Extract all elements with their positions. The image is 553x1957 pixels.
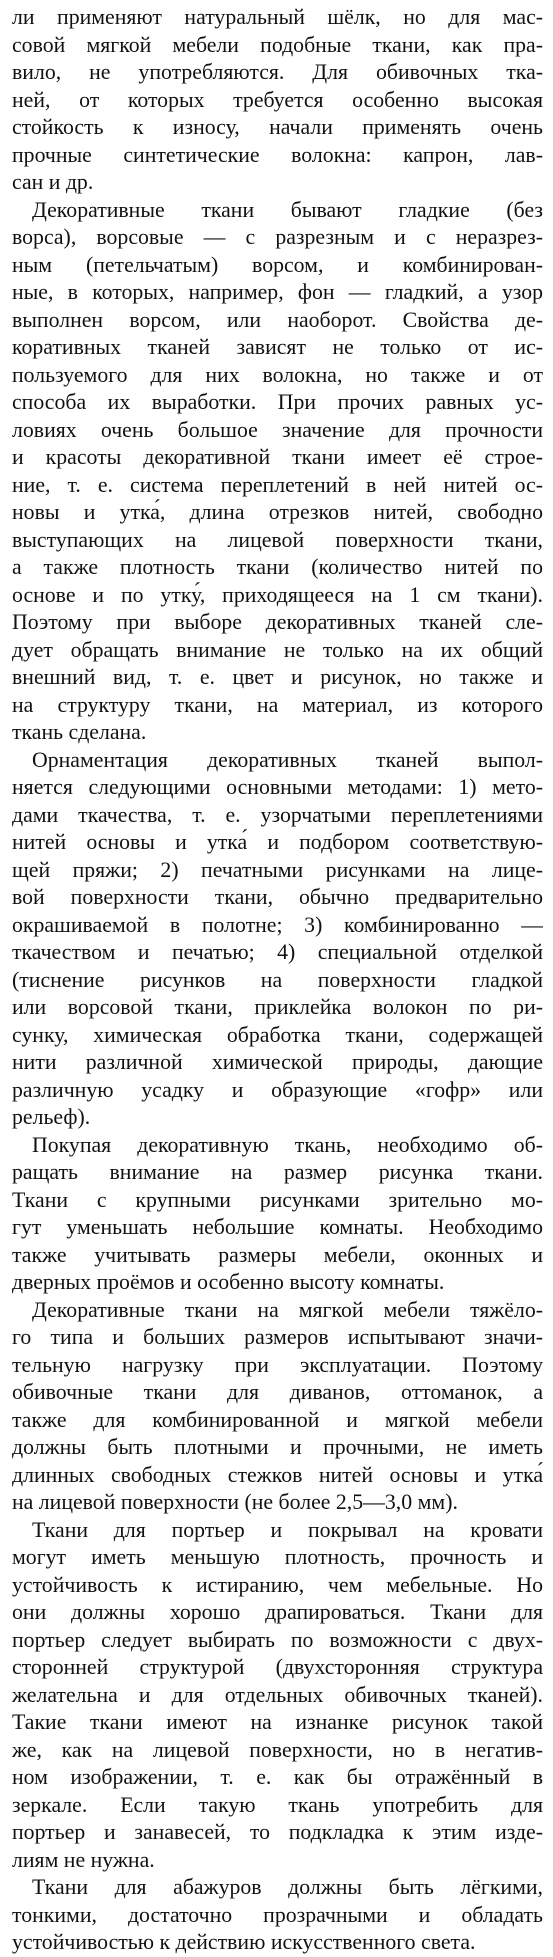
text-line: дверных проёмов и особенно высоту комнаты.	[12, 1270, 445, 1294]
text-line: совой мягкой мебели подобные ткани, как пра-	[12, 32, 543, 57]
text-line: Орнаментация декоративных тканей выпол-	[32, 747, 543, 772]
text-line: портьер следует выбирать по возможности с двух-	[12, 1627, 543, 1652]
text-line: окрашиваемой в полотне; 3) комбинированно —	[12, 912, 543, 937]
text-line: ние, т. е. система переплетений в ней нитей ос-	[12, 472, 543, 497]
text-line: на лицевой поверхности (не более 2,5—3,0 мм).	[12, 1490, 458, 1514]
text-line: Ткани для портьер и покрывал на кровати	[32, 1517, 543, 1542]
text-line: длинных свободных стежков нитей основы и утка́	[12, 1462, 543, 1487]
text-line: Поэтому при выборе декоративных тканей сле-	[12, 610, 543, 634]
text-line: выполнен ворсом, или наоборот. Свойства де-	[12, 307, 543, 332]
text-line: вой поверхности ткани, обычно предварительно	[12, 885, 543, 909]
text-line: нити различной химической природы, дающие	[12, 1050, 543, 1074]
text-line: на структуру ткани, на материал, из которого	[12, 692, 543, 717]
paragraph	[12, 197, 543, 747]
text-line: Покупая декоративную ткань, необходимо об-	[32, 1132, 543, 1157]
text-line: Такие ткани имеют на изнанке рисунок такой	[12, 1710, 543, 1734]
text-line: устойчивость к истиранию, чем мебельные. Но	[12, 1572, 543, 1597]
text-line: дами ткачества, т. е. узорчатыми переплетениями	[12, 802, 543, 827]
text-line: Декоративные ткани на мягкой мебели тяжёло-	[32, 1297, 543, 1322]
text-line: Ткани для абажуров должны быть лёгкими,	[32, 1875, 543, 1899]
text-line: желательна и для отдельных обивочных тканей).	[12, 1682, 543, 1707]
text-line: сторонней структурой (двухсторонняя структура	[12, 1655, 543, 1679]
text-line: новы и утка́, длина отрезков нитей, свободно	[12, 500, 543, 524]
text-line: коративных тканей зависят не только от ис-	[12, 335, 543, 359]
paragraph	[12, 1874, 543, 1957]
text-line: ворса), ворсовые — с разрезным и с неразрез-	[12, 225, 543, 249]
text-line: устойчивостью к действию искусственного света.	[12, 1930, 476, 1954]
text-line: стойкость к износу, начали применять очень	[12, 115, 543, 139]
text-line: зеркале. Если такую ткань употребить для	[12, 1792, 543, 1817]
text-line: тельную нагрузку при эксплуатации. Поэтому	[12, 1352, 543, 1377]
text-line: также для комбинированной и мягкой мебели	[12, 1407, 543, 1432]
text-line: сунку, химическая обработка ткани, содержащей	[12, 1022, 543, 1047]
text-line: сан и др.	[12, 170, 94, 194]
text-line: го типа и больших размеров испытывают значи-	[12, 1325, 543, 1349]
paragraph	[12, 4, 543, 197]
text-line: ные, в которых, например, фон — гладкий, а узор	[12, 280, 543, 304]
paragraph	[12, 747, 543, 1132]
paragraph	[12, 1132, 543, 1297]
text-line: пользуемого для них волокна, но также и от	[12, 362, 543, 387]
text-line: также учитывать размеры мебели, оконных и	[12, 1242, 543, 1267]
paragraph	[12, 1517, 543, 1875]
text-line: ловиях очень большое значение для прочности	[12, 417, 543, 442]
text-line: ном изображении, т. е. как бы отражённый в	[12, 1765, 543, 1789]
text-line: дует обращать внимание не только на их общий	[12, 637, 543, 662]
text-line: они должны хорошо драпироваться. Ткани для	[12, 1600, 543, 1624]
text-line: ткань сделана.	[12, 720, 147, 744]
text-line: Декоративные ткани бывают гладкие (без	[32, 197, 543, 222]
text-line: ращать внимание на размер рисунка ткани.	[12, 1160, 543, 1184]
text-line: выступающих на лицевой поверхности ткани,	[12, 527, 543, 552]
text-line: и красоты декоративной ткани имеет её строе-	[12, 445, 543, 469]
text-line: щей пряжи; 2) печатными рисунками на лице-	[12, 857, 543, 882]
text-line: вило, не употребляются. Для обивочных тка-	[12, 60, 543, 84]
text-line: основе и по утку́, приходящееся на 1 см ткани).	[12, 582, 543, 607]
text-line: нитей основы и утка́ и подбором соответствую-	[12, 830, 543, 854]
text-line: гут уменьшать небольшие комнаты. Необходимо	[12, 1215, 543, 1239]
text-line: а также плотность ткани (количество нитей по	[12, 555, 543, 579]
text-line: портьер и занавесей, то подкладка к этим изде-	[12, 1820, 543, 1844]
text-line: ным (петельчатым) ворсом, и комбинирован-	[12, 252, 543, 277]
text-line: ли применяют натуральный шёлк, но для мас-	[12, 5, 543, 29]
text-line: же, как на лицевой поверхности, но в негатив-	[12, 1737, 543, 1762]
paragraph	[12, 1297, 543, 1517]
text-line: тонкими, достаточно прозрачными и обладать	[12, 1902, 543, 1927]
text-line: Ткани с крупными рисунками зрительно мо-	[12, 1187, 543, 1212]
text-line: могут иметь меньшую плотность, прочность и	[12, 1545, 543, 1569]
text-line: обивочные ткани для диванов, оттоманок, а	[12, 1380, 543, 1404]
text-line: няется следующими основными методами: 1) мето-	[12, 775, 543, 799]
text-line: ткачеством и печатью; 4) специальной отделкой	[12, 940, 543, 964]
text-line: способа их выработки. При прочих равных ус-	[12, 390, 543, 414]
text-line: лиям не нужна.	[12, 1847, 155, 1872]
text-line: рельеф).	[12, 1105, 91, 1129]
text-line: различную усадку и образующие «гофр» или	[12, 1077, 543, 1102]
text-line: прочные синтетические волокна: капрон, лав-	[12, 142, 543, 167]
text-line: (тиснение рисунков на поверхности гладкой	[12, 967, 543, 992]
text-line: ней, от которых требуется особенно высокая	[12, 87, 543, 112]
text-line: или ворсовой ткани, приклейка волокон по ри-	[12, 995, 543, 1019]
text-line: должны быть плотными и прочными, не иметь	[12, 1435, 543, 1459]
text-line: внешний вид, т. е. цвет и рисунок, но также и	[12, 665, 543, 689]
